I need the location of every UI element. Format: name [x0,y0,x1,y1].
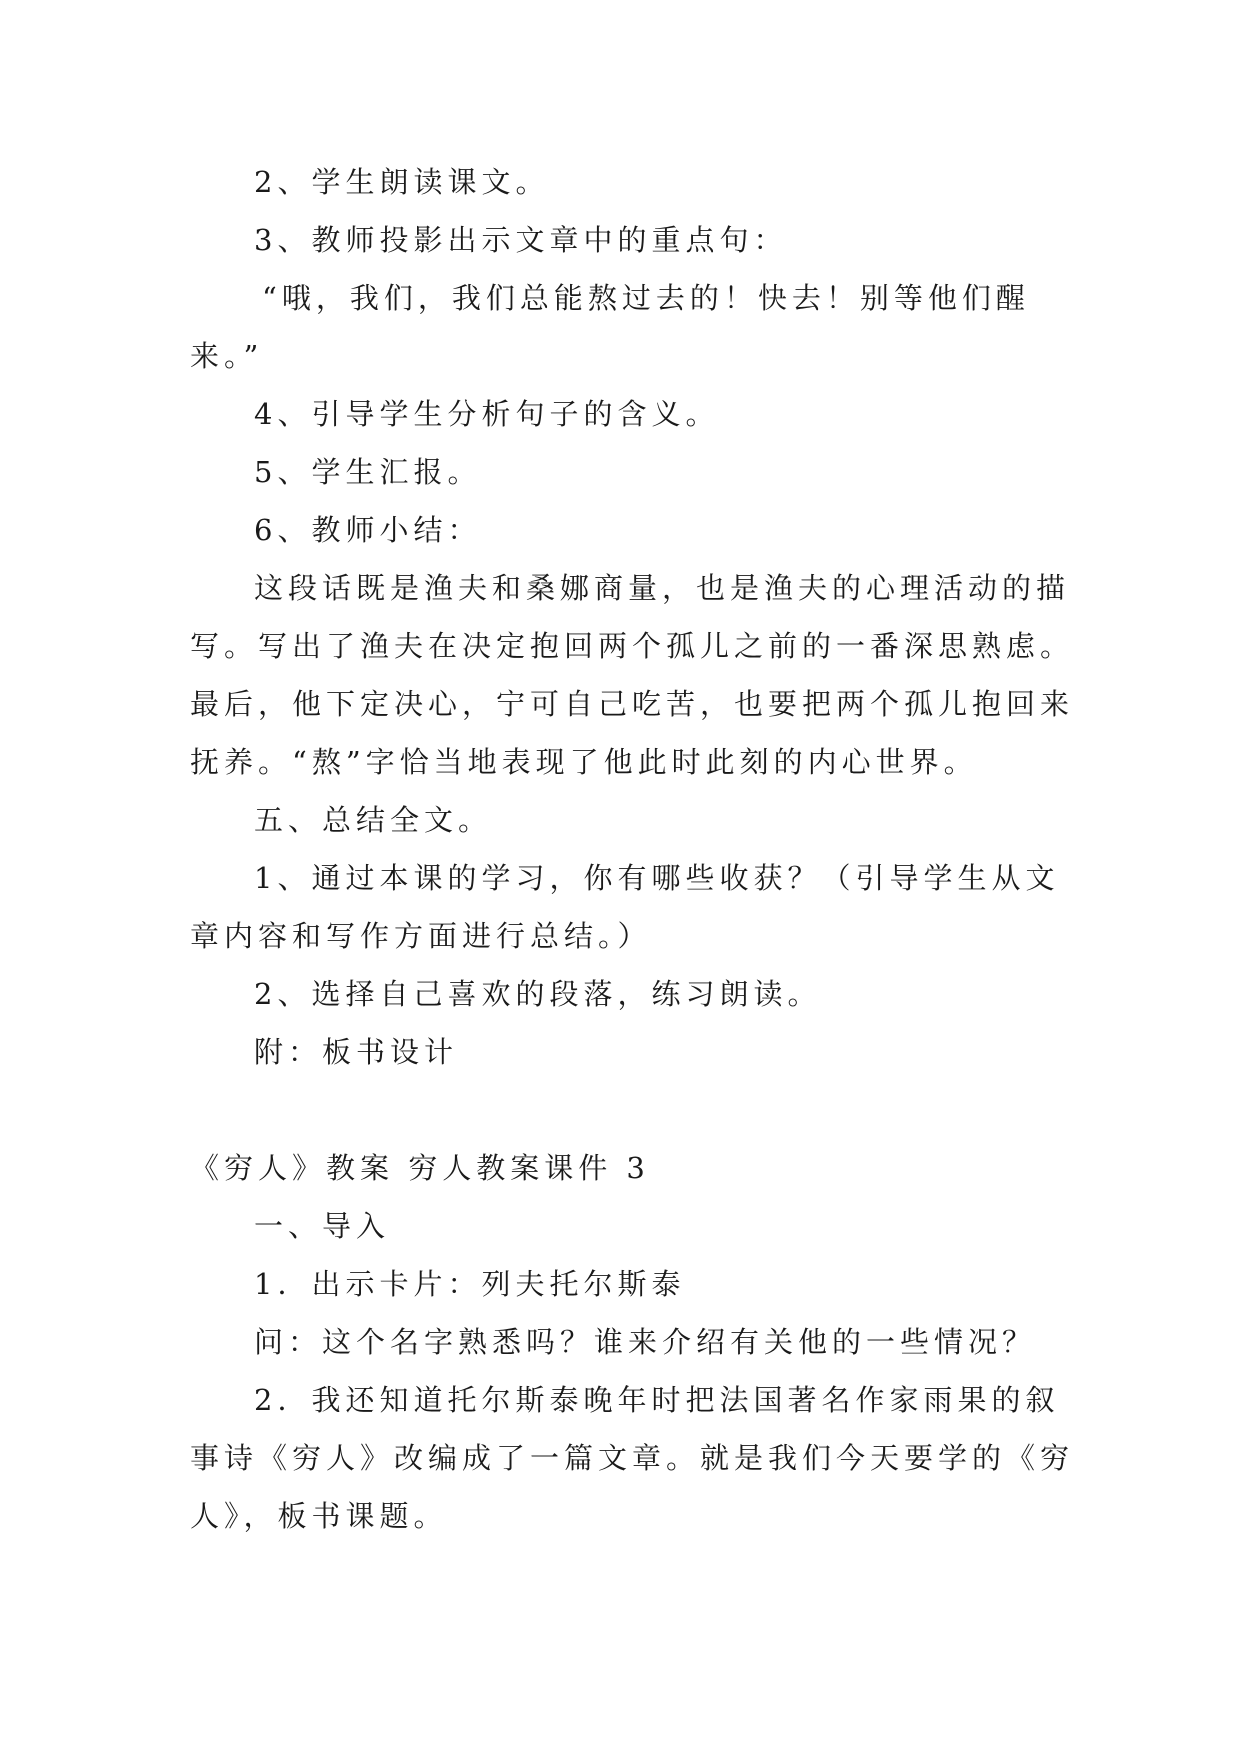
paragraph-line: 问：这个名字熟悉吗？谁来介绍有关他的一些情况？ [254,1325,1037,1359]
paragraph-line: 章内容和写作方面进行总结。） [190,919,652,953]
paragraph-line: 人》，板书课题。 [190,1499,448,1533]
paragraph-line: 最后，他下定决心，宁可自己吃苦，也要把两个孤儿抱回来 [190,687,1075,721]
quote-line: “哦，我们，我们总能熬过去的！快去！别等他们醒 [262,281,1030,315]
paragraph-line: 事诗《穷人》改编成了一篇文章。就是我们今天要学的《穷 [190,1441,1075,1475]
document-title: 《穷人》教案 穷人教案课件 3 [190,1151,650,1185]
paragraph-line: 附：板书设计 [254,1035,459,1069]
paragraph-line: 抚养。“熬”字恰当地表现了他此时此刻的内心世界。 [190,745,978,779]
paragraph-line: 6、教师小结： [254,513,482,547]
quote-line: 来。” [190,339,264,373]
paragraph-line: 4、引导学生分析句子的含义。 [254,397,720,431]
section-heading: 五、总结全文。 [254,803,493,837]
paragraph-line: 写。写出了渔夫在决定抱回两个孤儿之前的一番深思熟虑。 [190,629,1075,663]
paragraph-line: 1．出示卡片：列夫托尔斯泰 [254,1267,686,1301]
section-heading: 一、导入 [254,1209,391,1243]
paragraph-line: 2、选择自己喜欢的段落，练习朗读。 [254,977,822,1011]
paragraph-line: 这段话既是渔夫和桑娜商量，也是渔夫的心理活动的描 [254,571,1071,605]
paragraph-line: 1、通过本课的学习，你有哪些收获？（引导学生从文 [254,861,1060,895]
paragraph-line: 2．我还知道托尔斯泰晚年时把法国著名作家雨果的叙 [254,1383,1060,1417]
paragraph-line: 2、学生朗读课文。 [254,165,550,199]
paragraph-line: 3、教师投影出示文章中的重点句： [254,223,788,257]
paragraph-line: 5、学生汇报。 [254,455,482,489]
